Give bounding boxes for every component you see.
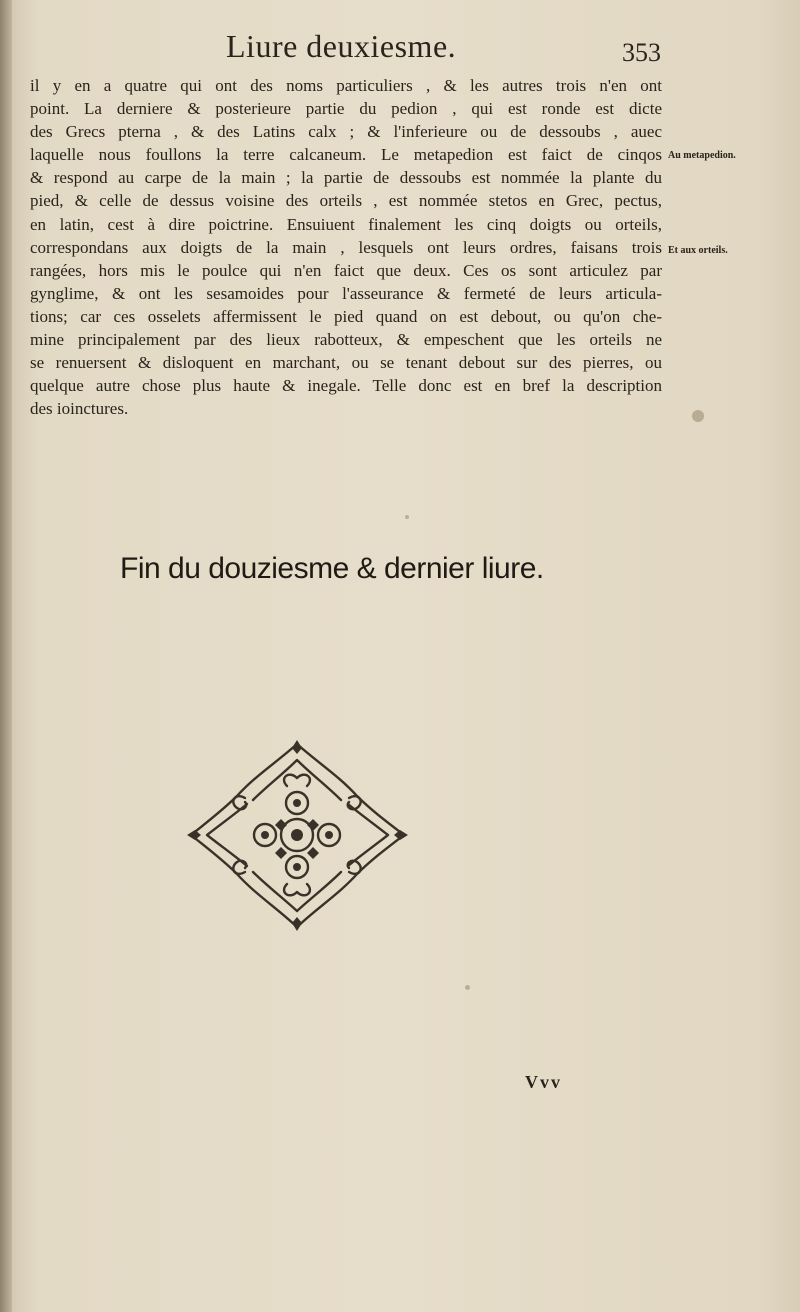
margin-note-orteils: Et aux orteils. bbox=[668, 245, 728, 256]
text-line: en latin, cest à dire poictrine. Ensuiuent finalement les cinq doigts ou orteils, bbox=[30, 214, 662, 234]
text-line: gynglime, & ont les sesamoides pour l'asseurance & fermeté de leurs articula- bbox=[30, 283, 662, 303]
text-line: se renuersent & disloquent en marchant, ou se tenant debout sur des pierres, ou bbox=[30, 353, 662, 373]
binding-gutter bbox=[0, 0, 12, 1312]
text-line: & respond au carpe de la main ; la partie de dessoubs est nommée la plante du bbox=[30, 168, 662, 188]
fleuron-ornament-icon bbox=[185, 738, 410, 933]
text-line: pied, & celle de dessus voisine des orteils , est nommée stetos en Grec, pectus, bbox=[30, 191, 662, 211]
text-line: mine principalement par des lieux rabotteux, & empeschent que les orteils ne bbox=[30, 330, 662, 350]
running-head: Liure deuxiesme. bbox=[226, 28, 457, 64]
text-line: des Grecs pterna , & des Latins calx ; & l'inferieure ou de dessoubs , auec bbox=[30, 122, 662, 142]
text-line: il y en a quatre qui ont des noms particuliers , & les autres trois n'en ont bbox=[30, 76, 662, 95]
closing-line: Fin du douziesme & dernier liure. bbox=[120, 552, 544, 585]
text-line: quelque autre chose plus haute & inegale. Telle donc est en bref la description bbox=[30, 376, 662, 396]
body-text bbox=[30, 74, 662, 420]
text-line: point. La derniere & posterieure partie du pedion , qui est ronde est dicte bbox=[30, 99, 662, 119]
page-number: 353 bbox=[622, 38, 661, 67]
text-line: tions; car ces osselets affermissent le pied quand on est debout, ou qu'on che- bbox=[30, 306, 662, 326]
foxing-spot bbox=[692, 410, 704, 422]
margin-note-metapedion: Au metapedion. bbox=[668, 150, 736, 161]
foxing-spot bbox=[405, 515, 409, 519]
signature-mark: Vvv bbox=[525, 1072, 562, 1092]
text-line: laquelle nous foullons la terre calcaneum. Le metapedion est faict de cinqos bbox=[30, 145, 662, 165]
text-line: rangées, hors mis le poulce qui n'en faict que deux. Ces os sont articulez par bbox=[30, 260, 662, 280]
text-line: correspondans aux doigts de la main , lesquels ont leurs ordres, faisans trois bbox=[30, 237, 662, 257]
text-line: des ioinctures. bbox=[30, 399, 129, 419]
foxing-spot bbox=[465, 985, 470, 990]
